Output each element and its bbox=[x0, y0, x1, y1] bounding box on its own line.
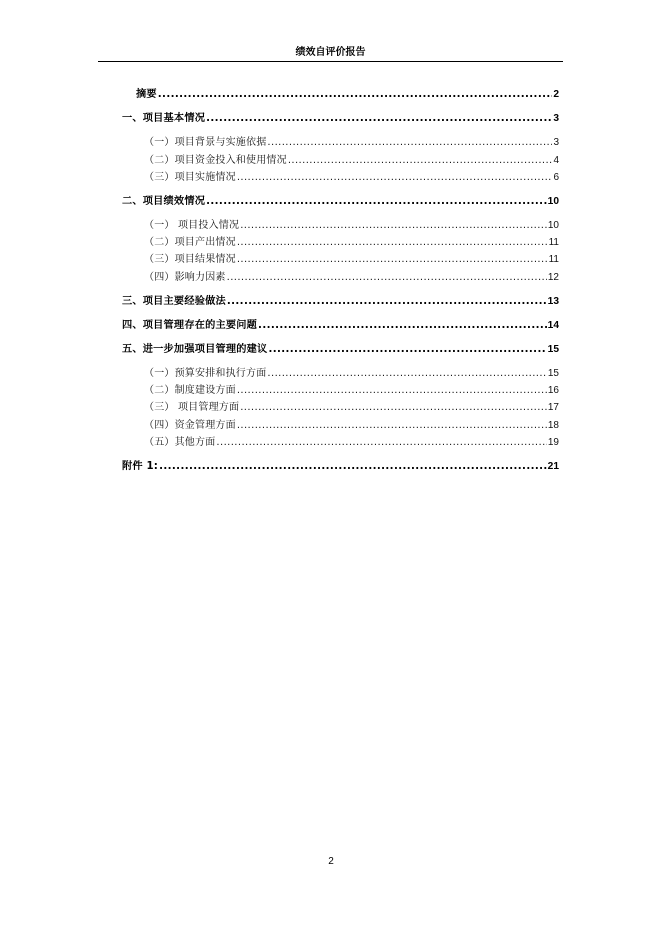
toc-entry-section-2-4[interactable] bbox=[144, 271, 559, 285]
dot-leader bbox=[227, 295, 547, 309]
toc-entry-page: 10 bbox=[547, 196, 559, 207]
toc-entry-label: （三）项目结果情况 bbox=[144, 254, 236, 265]
toc-entry-label: （一）预算安排和执行方面 bbox=[144, 368, 267, 379]
toc-entry-appendix-1[interactable] bbox=[122, 460, 559, 474]
toc-entry-label: 五、进一步加强项目管理的建议 bbox=[122, 344, 268, 355]
toc-entry-page: 3 bbox=[553, 113, 559, 124]
toc-entry-section-1-2[interactable] bbox=[144, 154, 559, 168]
toc-entry-section-1-3[interactable] bbox=[144, 171, 559, 185]
toc-entry-label: 三、项目主要经验做法 bbox=[122, 296, 226, 307]
toc-entry-label: 摘要 bbox=[136, 89, 157, 100]
toc-entry-label: 一、项目基本情况 bbox=[122, 113, 206, 124]
dot-leader bbox=[206, 195, 547, 209]
toc-entry-section-5-3[interactable] bbox=[144, 401, 559, 415]
dot-leader bbox=[216, 436, 546, 450]
toc-entry-label: （三）项目实施情况 bbox=[144, 172, 236, 183]
dot-leader bbox=[267, 136, 552, 150]
toc-entry-section-1-1[interactable] bbox=[144, 136, 559, 150]
toc-entry-label: （一） 项目投入情况 bbox=[144, 220, 240, 231]
dot-leader bbox=[268, 343, 546, 357]
toc-entry-label: （三） 项目管理方面 bbox=[144, 402, 240, 413]
dot-leader bbox=[206, 112, 552, 126]
toc-entry-section-1[interactable] bbox=[122, 112, 559, 126]
toc-entry-section-3[interactable] bbox=[122, 295, 559, 309]
dot-leader bbox=[240, 401, 547, 415]
dot-leader bbox=[288, 154, 553, 168]
toc-entry-label: （四）资金管理方面 bbox=[144, 420, 236, 431]
toc-entry-label: （一）项目背景与实施依据 bbox=[144, 137, 267, 148]
toc-entry-label: （四）影响力因素 bbox=[144, 272, 226, 283]
page-number: 2 bbox=[328, 856, 334, 867]
dot-leader bbox=[237, 384, 547, 398]
toc-entry-section-2-1[interactable] bbox=[144, 219, 559, 233]
dot-leader bbox=[159, 460, 547, 474]
toc-entry-label: （二）项目资金投入和使用情况 bbox=[144, 155, 287, 166]
page-header bbox=[98, 46, 563, 62]
dot-leader bbox=[237, 236, 548, 250]
toc-entry-page: 3 bbox=[553, 137, 559, 148]
dot-leader bbox=[240, 219, 547, 233]
dot-leader bbox=[267, 367, 546, 381]
toc-entry-page: 11 bbox=[548, 237, 559, 248]
toc-entry-page: 4 bbox=[553, 155, 559, 166]
toc-entry-label: 二、项目绩效情况 bbox=[122, 196, 206, 207]
dot-leader bbox=[258, 319, 547, 333]
toc-entry-page: 19 bbox=[547, 437, 559, 448]
toc-entry-summary[interactable] bbox=[136, 88, 559, 102]
dot-leader bbox=[237, 171, 553, 185]
dot-leader bbox=[237, 419, 547, 433]
toc-entry-section-5[interactable] bbox=[122, 343, 559, 357]
toc-entry-page: 6 bbox=[553, 172, 559, 183]
toc-entry-section-2-2[interactable] bbox=[144, 236, 559, 250]
toc-entry-page: 21 bbox=[547, 461, 559, 472]
toc-entry-section-2[interactable] bbox=[122, 195, 559, 209]
toc-entry-label: 四、项目管理存在的主要问题 bbox=[122, 320, 258, 331]
toc-entry-section-5-1[interactable] bbox=[144, 367, 559, 381]
toc-entry-section-4[interactable] bbox=[122, 319, 559, 333]
dot-leader bbox=[227, 271, 547, 285]
toc-entry-page: 12 bbox=[547, 272, 559, 283]
header-title: 绩效自评价报告 bbox=[295, 47, 366, 58]
toc-entry-section-5-4[interactable] bbox=[144, 419, 559, 433]
toc-entry-label: 附件 1: bbox=[122, 461, 159, 472]
toc-entry-page: 13 bbox=[547, 296, 559, 307]
toc-entry-page: 15 bbox=[547, 368, 559, 379]
toc-entry-page: 18 bbox=[547, 420, 559, 431]
toc-entry-label: （二）项目产出情况 bbox=[144, 237, 236, 248]
toc-entry-page: 11 bbox=[548, 254, 559, 265]
toc-entry-label: （五）其他方面 bbox=[144, 437, 216, 448]
toc-entry-section-2-3[interactable] bbox=[144, 253, 559, 267]
toc-entry-page: 14 bbox=[547, 320, 559, 331]
dot-leader bbox=[158, 88, 553, 102]
toc-entry-page: 17 bbox=[547, 402, 559, 413]
toc-entry-page: 15 bbox=[547, 344, 559, 355]
toc-entry-section-5-5[interactable] bbox=[144, 436, 559, 450]
toc-entry-label: （二）制度建设方面 bbox=[144, 385, 236, 396]
toc-entry-section-5-2[interactable] bbox=[144, 384, 559, 398]
toc-entry-page: 16 bbox=[547, 385, 559, 396]
toc-entry-page: 10 bbox=[547, 220, 559, 231]
dot-leader bbox=[237, 253, 548, 267]
toc-entry-page: 2 bbox=[553, 89, 559, 100]
